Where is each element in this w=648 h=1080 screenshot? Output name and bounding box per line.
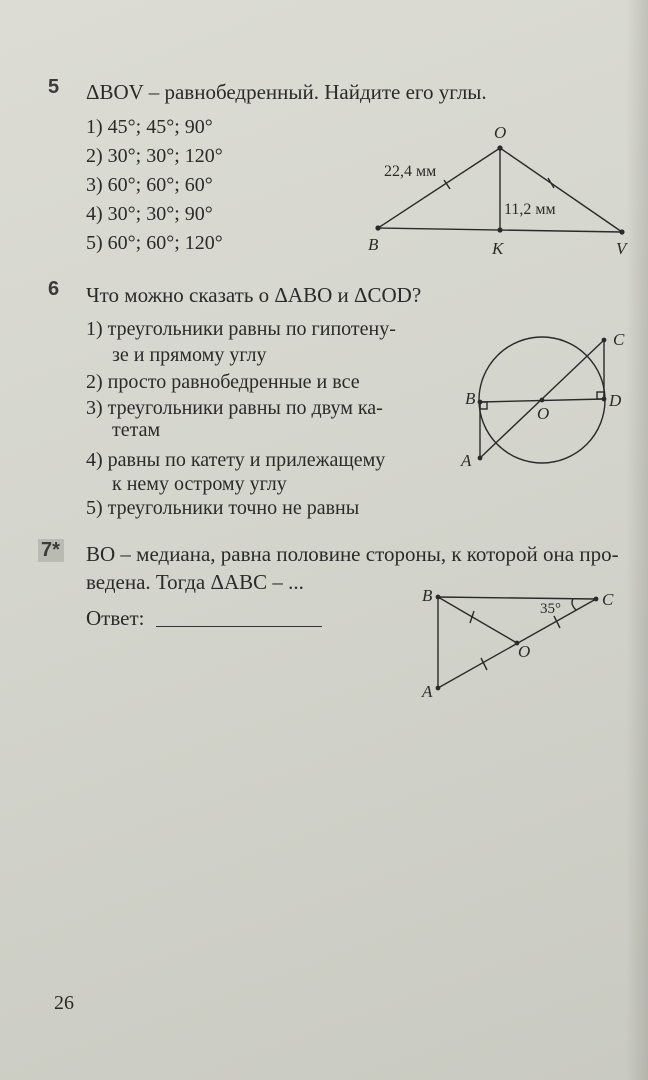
height-length-label: 11,2 мм <box>504 201 556 218</box>
problem-5-figure <box>360 118 640 264</box>
tick-mark-ov <box>548 178 554 188</box>
problem-6-number: 6 <box>48 278 60 300</box>
angle-arc-c <box>572 599 576 610</box>
problem-5-option-3: 3) 60°; 60°; 60° <box>86 174 213 196</box>
page-number: 26 <box>54 992 74 1014</box>
side-ov <box>500 148 622 232</box>
problem-6-figure <box>455 322 635 472</box>
label-b: B <box>465 389 476 408</box>
problem-7-question-line-2: ведена. Тогда ΔABC – ... <box>86 570 304 594</box>
problem-7-figure <box>418 585 628 705</box>
problem-5-option-2: 2) 30°; 30°; 120° <box>86 145 223 167</box>
problem-5-question: ΔBOV – равнобедренный. Найдите его углы. <box>86 80 487 104</box>
problem-6-option-3-cont: тетам <box>112 419 161 441</box>
answer-field[interactable] <box>156 626 322 627</box>
problem-5-option-4: 4) 30°; 30°; 90° <box>86 203 213 225</box>
label-k: K <box>492 239 504 258</box>
side-length-label: 22,4 мм <box>384 163 437 180</box>
problem-7-question-line-1: BO – медиана, равна половине стороны, к которой она про- <box>86 542 619 566</box>
answer-label: Ответ: <box>86 606 145 630</box>
problem-6-option-1: 1) треугольники равны по гипотену- <box>86 318 396 340</box>
label-v: V <box>616 239 627 258</box>
segment-bc <box>438 597 596 599</box>
angle-label: 35° <box>540 601 561 617</box>
label-a: A <box>422 682 433 701</box>
label-o: O <box>518 642 531 661</box>
problem-6-option-3: 3) треугольники равны по двум ка- <box>86 397 383 419</box>
label-d: D <box>609 391 622 410</box>
problem-5-option-1: 1) 45°; 45°; 90° <box>86 116 213 138</box>
side-bo <box>378 148 500 228</box>
median-bo <box>438 597 517 643</box>
problem-6-option-5: 5) треугольники точно не равны <box>86 497 360 519</box>
problem-6-option-4-cont: к нему острому углу <box>112 473 287 495</box>
problem-5-number: 5 <box>48 76 60 98</box>
problem-5-option-5: 5) 60°; 60°; 120° <box>86 232 223 254</box>
problem-7-number: 7* <box>38 539 64 562</box>
label-b: B <box>368 235 379 254</box>
label-b: B <box>422 586 433 605</box>
label-o: O <box>494 123 507 142</box>
problem-6-option-1-cont: зе и прямому углу <box>112 344 267 366</box>
label-a: A <box>461 451 472 470</box>
problem-6-option-2: 2) просто равнобедренные и все <box>86 371 360 393</box>
label-c: C <box>602 590 614 609</box>
label-o: O <box>537 404 550 423</box>
problem-6-option-4: 4) равны по катету и прилежащему <box>86 449 386 471</box>
label-c: C <box>613 330 625 349</box>
problem-6-question: Что можно сказать о ΔABO и ΔCOD? <box>86 283 422 307</box>
